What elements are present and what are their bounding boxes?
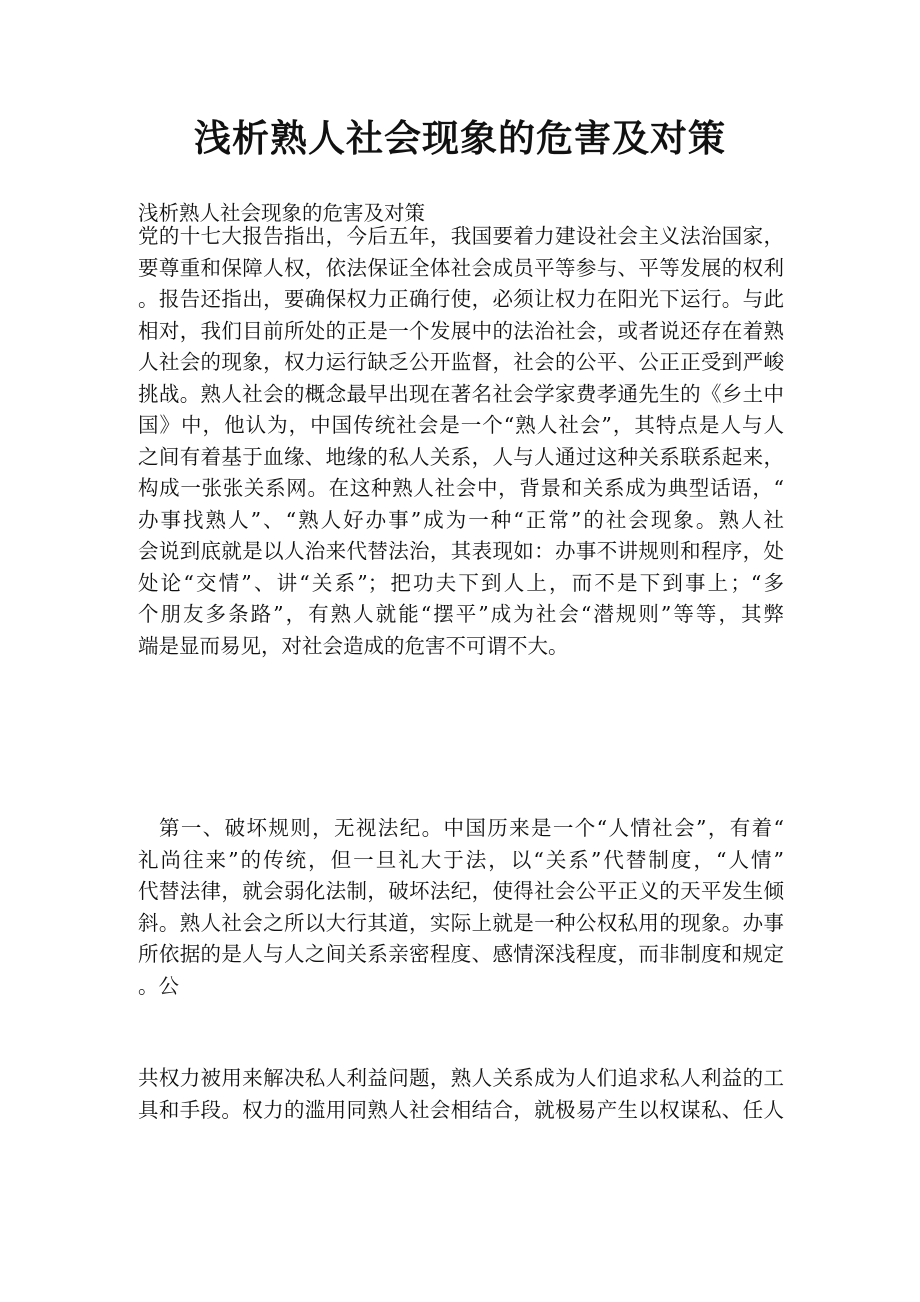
paragraph-line: 挑战。熟人社会的概念最早出现在著名社会学家费孝通先生的《乡土中 <box>138 381 784 406</box>
paragraph-line: 。报告还指出，要确保权力正确行使，必须让权力在阳光下运行。与此 <box>138 287 784 311</box>
paragraph-line: 斜。熟人社会之所以大行其道，实际上就是一种公权私用的现象。办事 <box>138 910 784 935</box>
paragraph-line: 构成一张张关系网。在这种熟人社会中，背景和关系成为典型话语，“ <box>138 476 784 500</box>
paragraph-line: 之间有着基于血缘、地缘的私人关系，人与人通过这种关系联系起来， <box>138 444 784 469</box>
paragraph-line: 代替法律，就会弱化法制，破坏法纪，使得社会公平正义的天平发生倾 <box>138 879 784 903</box>
paragraph-line: 礼尚往来”的传统，但一旦礼大于法，以“关系”代替制度，“人情” <box>138 847 784 872</box>
paragraph-line: 处论“交情”、讲“关系”；把功夫下到人上，而不是下到事上；“多 <box>138 570 784 595</box>
paragraph-line: 个朋友多条路”，有熟人就能“摆平”成为社会“潜规则”等等，其弊 <box>138 602 784 626</box>
paragraph-line: 第一、破坏规则，无视法纪。中国历来是一个“人情社会”，有着“ <box>159 816 784 840</box>
paragraph-line: 国》中，他认为，中国传统社会是一个“熟人社会”，其特点是人与人 <box>138 413 784 437</box>
paragraph-line: 相对，我们目前所处的正是一个发展中的法治社会，或者说还存在着熟 <box>138 318 784 343</box>
paragraph-line: 所依据的是人与人之间关系亲密程度、感情深浅程度，而非制度和规定 <box>138 942 784 966</box>
paragraph-2 <box>138 813 784 1002</box>
paragraph-line: 人社会的现象，权力运行缺乏公开监督，社会的公平、公正正受到严峻 <box>138 350 784 374</box>
paragraph-line: 办事找熟人”、“熟人好办事”成为一种“正常”的社会现象。熟人社 <box>138 507 784 532</box>
paragraph-line: 共权力被用来解决私人利益问题，熟人关系成为人们追求私人利益的工 <box>138 1066 784 1090</box>
paragraph-3 <box>138 1063 784 1126</box>
paragraph-line: 要尊重和保障人权，依法保证全体社会成员平等参与、平等发展的权利 <box>138 255 784 280</box>
paragraph-line: 具和手段。权力的滥用同熟人社会相结合，就极易产生以权谋私、任人 <box>138 1097 784 1122</box>
document-subtitle: 浅析熟人社会现象的危害及对策 <box>138 201 425 225</box>
paragraph-line: 党的十七大报告指出，今后五年，我国要着力建设社会主义法治国家， <box>138 224 784 248</box>
paragraph-line: 。公 <box>138 973 179 998</box>
document-title: 浅析熟人社会现象的危害及对策 <box>194 116 726 160</box>
paragraph-1 <box>138 221 784 662</box>
paragraph-line: 端是显而易见，对社会造成的危害不可谓不大。 <box>138 633 569 658</box>
paragraph-line: 会说到底就是以人治来代替法治，其表现如：办事不讲规则和程序，处 <box>138 539 784 563</box>
